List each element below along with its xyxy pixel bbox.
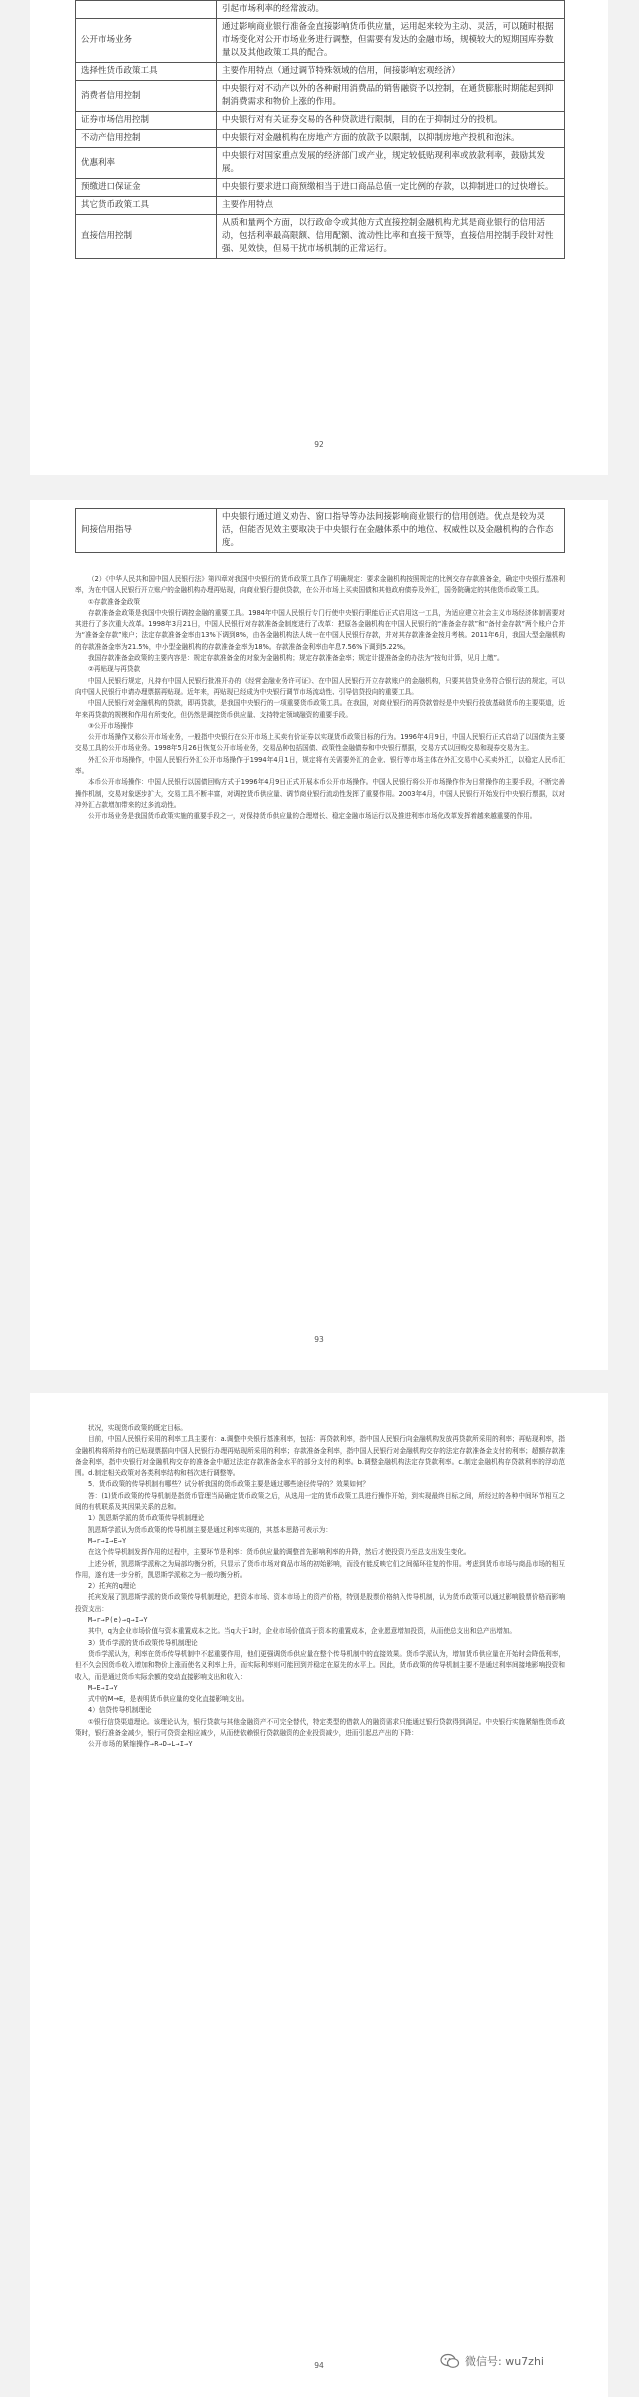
paragraph: 状况，实现货币政策的既定目标。 [88,1424,187,1432]
paragraph: 托宾发展了凯恩斯学派的货币政策传导机制理论，把资本市场、资本市场上的资产价格，特别是股票价格纳入传导机制，认为货币政策可以通过影响股票价格而影响投资支出： [75,1593,565,1613]
paragraph: ③公开市场操作 [88,721,134,730]
paragraph: 公开市场的紧缩操作→R→D→L→I→Y [88,1740,193,1749]
paragraph: 本币公开市场操作：中国人民银行以国债回购方式于1996年4月9日正式开展本币公开市场操作。中国人民银行将公开市场操作作为日常操作的主要手段，不断完善操作机制，交易对象逐步扩大，交易工具不断丰富，对调控货币供应量、调节商业银行流动性发挥了重要作用。2003年4月，中国人民银行开始发行中央银行票据，以对冲外汇占款增加带来的过多流动性。 [75,778,565,809]
tool-description-cell: 主要作用特点 [217,197,565,215]
tool-name-cell: 选择性货币政策工具 [76,63,217,81]
tool-description-cell: 中央银行对有关证券交易的各种贷款进行限制，目的在于抑制过分的投机。 [217,112,565,130]
table-row [76,509,565,553]
paragraph: 我国存款准备金政策的主要内容是：规定存款准备金的对象为金融机构；规定存款准备金率；规定计提准备金的办法为“按旬计算，见月上缴”。 [88,654,504,663]
page-number: 92 [314,440,324,449]
paragraph: 3）货币学派的货币政策传导机制理论 [88,1638,198,1647]
paragraph: ①银行信贷渠道理论。该理论认为，银行贷款与其他金融资产不可完全替代，特定类型的借款人的融资需求只能通过银行贷款得到满足。中央银行实施紧缩性货币政策时，银行准备金减少，银行可贷资金相应减少，从而使依赖银行贷款融资的企业投资减少，进而引起总产出的下降： [75,1717,565,1738]
tool-description-cell: 中央银行对国家重点发展的经济部门或产业，规定较低贴现利率或放款利率，鼓励其发展。 [217,148,565,179]
tool-name-cell: 预缴进口保证金 [76,179,217,197]
page-number: 93 [314,1335,324,1344]
table-row [76,112,565,130]
paragraph: 货币学派认为，利率在货币传导机制中不起重要作用，他们更强调货币供应量在整个传导机制中的直接效果。货币学派认为，增加货币供应量在开始时会降低利率，但不久会因货币收入增加和物价上涨而使名义利率上升，而实际利率则可能回到并稳定在原先的水平上。因此，货币政策的传导机制主要不是通过利率间接地影响投资和收入，而是通过货币实际余额的变动直接影响支出和收入： [75,1649,565,1681]
tool-name-cell: 直接信用控制 [76,215,217,259]
paragraph: 5．货币政策的传导机制有哪些？试分析我国的货币政策主要是通过哪些途径传导的？效果如何？ [88,1480,370,1489]
body-text [75,574,565,823]
tool-name-cell: 证券市场信用控制 [76,112,217,130]
paragraph: 答：(1)货币政策的传导机制是指货币管理当局确定货币政策之后，从选用一定的货币政策工具进行操作开始，到实现最终目标之间，所经过的各种中间环节相互之间的有机联系及其因果关系的总和。 [75,1491,565,1512]
tool-name-cell: 公开市场业务 [76,19,217,63]
page-92 [30,0,608,475]
tool-name-cell [76,1,217,19]
tool-name-cell: 其它货币政策工具 [76,197,217,215]
paragraph: 上述分析，凯恩斯学派称之为局部均衡分析，只显示了货币市场对商品市场的初始影响，而没有能反映它们之间循环往复的作用。考虑到货币市场与商品市场的相互作用，遂有进一步分析，凯恩斯学派称之为一般均衡分析。 [75,1559,565,1579]
monetary-tools-table [75,0,565,259]
paragraph: 凯恩斯学派认为货币政策的传导机制主要是通过利率实现的，其基本思路可表示为： [88,1525,332,1534]
paragraph: 存款准备金政策是我国中央银行调控金融的重要工具。1984年中国人民银行专门行使中央银行职能后正式启用这一工具，为适应建立社会主义市场经济体制需要对其进行了多次重大改革。1998年3月21日，中国人民银行对存款准备金制度进行了改革：把原各金融机构在中国人民银行的“准备金存款”和“备付金存款”两个账户合并为“准备金存款”账户；法定存款准备金率由13%下调到8%，由各金融机构法人统一在中国人民银行存款，并对其存款准备金按月考核。2011年6月，我国大型金融机构的存款准备金率为21.5%，中小型金融机构的存款准备金率为18%。存款准备金利率由年息7.56%下调到5.22%。 [75,608,565,651]
page-number: 94 [314,2361,324,2370]
table-row [76,215,565,259]
paragraph: M→r→I→E→Y [88,1536,127,1545]
paragraph: 式中的M→E，是表明货币供应量的变化直接影响支出。 [88,1695,249,1704]
tool-name-cell: 不动产信用控制 [76,130,217,148]
body-text [75,1423,565,1751]
table-row [76,19,565,63]
tool-description-cell: 中央银行通过道义劝告、窗口指导等办法间接影响商业银行的信用创造。优点是较为灵活，但能否见效主要取决于中央银行在金融体系中的地位、权威性以及金融机构的合作态度。 [217,509,565,553]
tool-name-cell: 间接信用指导 [76,509,217,553]
tool-description-cell: 引起市场利率的经常波动。 [217,1,565,19]
paragraph: 4）信贷传导机制理论 [88,1706,152,1715]
table-row [76,81,565,112]
paragraph: ②再贴现与再贷款 [88,665,141,674]
wechat-icon [440,2353,460,2369]
tool-name-cell: 优惠利率 [76,148,217,179]
paragraph: 在这个传导机制发挥作用的过程中，主要环节是利率：货币供应量的调整首先影响利率的升降，然后才使投资乃至总支出发生变化。 [88,1548,471,1557]
table-row [76,63,565,81]
page-93 [30,500,608,1370]
paragraph: 2）托宾的q理论 [88,1582,136,1591]
paragraph: M→r→P(e)→q→I→Y [88,1616,148,1625]
tool-description-cell: 从质和量两个方面，以行政命令或其他方式直接控制金融机构尤其是商业银行的信用活动，包括利率最高限额、信用配额、流动性比率和直接干预等，直接信用控制手段针对性强、见效快，但易干扰市场机制的正常运行。 [217,215,565,259]
paragraph: 中国人民银行对金融机构的贷款，即再贷款，是我国中央银行的一项重要货币政策工具。在我国，对商业银行的再贷款曾经是中央银行投放基础货币的主要渠道，近年来再贷款的规模和作用有所变化，但仍然是调控货币供应量、支持特定领域融资的重要手段。 [75,699,565,719]
paragraph: 外汇公开市场操作，中国人民银行外汇公开市场操作于1994年4月1日，规定将有关需要外汇的企业、银行等市场主体在外汇交易中心买卖外汇，以稳定人民币汇率。 [75,755,565,776]
tool-name-cell: 消费者信用控制 [76,81,217,112]
tool-description-cell: 中央银行要求进口商预缴相当于进口商品总值一定比例的存款，以抑制进口的过快增长。 [217,179,565,197]
paragraph: 其中，q为企业市场价值与资本重置成本之比。当q大于1时，企业市场价值高于资本的重置成本，企业愿意增加投资，从而使总支出和总产出增加。 [88,1627,516,1636]
page-94 [30,1393,608,2397]
paragraph: ①存款准备金政策 [88,597,141,606]
paragraph: 目前，中国人民银行采用的利率工具主要有：a.调整中央银行基准利率，包括：再贷款利率，指中国人民银行向金融机构发放再贷款所采用的利率；再贴现利率，指金融机构将所持有的已贴现票据向中国人民银行办理再贴现所采用的利率；存款准备金利率，指中国人民银行对金融机构交存的法定存款准备金支付的利率；超额存款准备金利率，指中央银行对金融机构交存的准备金中超过法定存款准备金水平的部分支付的利率。b.调整金融机构法定存贷款利率。c.制定金融机构存贷款利率的浮动范围。d.制定相关政策对各类利率结构和档次进行调整等。 [75,1435,565,1478]
tool-description-cell: 中央银行对不动产以外的各种耐用消费品的销售融资予以控制，在通货膨胀时期能起到抑制消费需求和物价上涨的作用。 [217,81,565,112]
table-row [76,1,565,19]
monetary-tools-table-continued [75,508,565,553]
table-row [76,197,565,215]
watermark-text: 微信号: wu7zhi [465,2355,544,2368]
table-row [76,179,565,197]
paragraph: M→E→I→Y [88,1683,118,1692]
paragraph: 1）凯恩斯学派的货币政策传导机制理论 [88,1514,205,1523]
tool-description-cell: 通过影响商业银行准备金直接影响货币供应量，运用起来较为主动、灵活，可以随时根据市场变化对公开市场业务进行调整，但需要有发达的金融市场，规模较大的短期国库券数量以及其他政策工具的配合。 [217,19,565,63]
tool-description-cell: 中央银行对金融机构在房地产方面的放款予以限制，以抑制房地产投机和泡沫。 [217,130,565,148]
wechat-watermark [440,2353,544,2369]
table-row [76,148,565,179]
tool-description-cell: 主要作用特点（通过调节特殊领域的信用，间接影响宏观经济） [217,63,565,81]
table-row [76,130,565,148]
paragraph: 公开市场业务是我国货币政策实施的重要手段之一，对保持货币供应量的合理增长、稳定金融市场运行以及推进利率市场化改革发挥着越来越重要的作用。 [88,812,537,821]
paragraph: 中国人民银行规定，凡持有中国人民银行批准开办的《经营金融业务许可证》、在中国人民银行开立存款账户的金融机构，只要其信贷业务符合银行法的规定，可以向中国人民银行申请办理票据再贴现。近年来，再贴现已经成为中央银行调节市场流动性、引导信贷投向的重要工具。 [75,676,565,696]
paragraph: （2）《中华人民共和国中国人民银行法》第四章对我国中央银行的货币政策工具作了明确规定：要求金融机构按照规定的比例交存存款准备金，确定中央银行基准利率，为在中国人民银行开立账户的金融机构办理再贴现，向商业银行提供贷款，在公开市场上买卖国债和其他政府债券及外汇，国务院确定的其他货币政策工具。 [75,575,565,595]
paragraph: 公开市场操作又称公开市场业务，一般指中央银行在公开市场上买卖有价证券以实现货币政策目标的行为。1996年4月9日，中国人民银行正式启动了以国债为主要交易工具的公开市场业务。1998年5月26日恢复公开市场业务，交易品种包括国债、政策性金融债券和中央银行票据，交易方式以回购交易和现券交易为主。 [75,733,565,753]
